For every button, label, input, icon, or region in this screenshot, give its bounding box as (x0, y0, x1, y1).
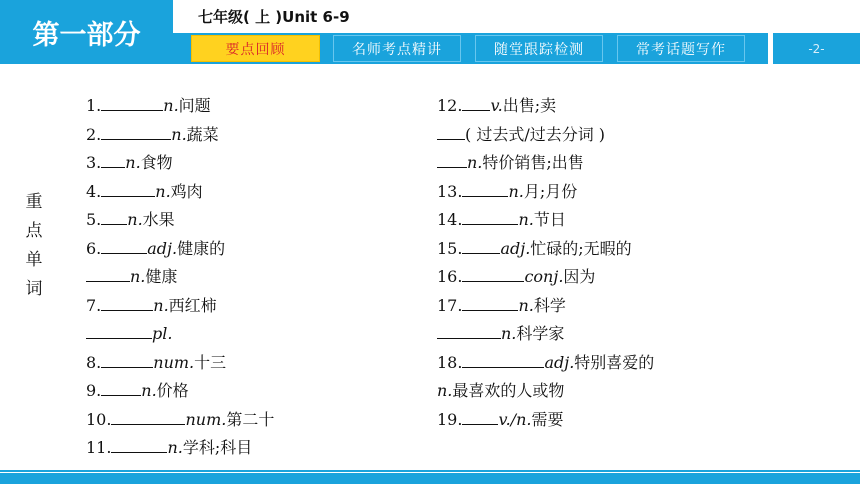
part-of-speech: num. (153, 352, 195, 372)
part-badge (0, 0, 173, 64)
meaning: 十三 (194, 352, 227, 372)
item-number: 12. (437, 96, 463, 115)
vocab-item (437, 349, 654, 378)
item-number: 8. (86, 352, 102, 372)
vocab-item (86, 292, 274, 321)
bottom-stripe (0, 473, 860, 484)
vocab-item (437, 320, 654, 349)
answer-blank[interactable] (101, 123, 171, 140)
vocab-item (86, 377, 274, 406)
answer-blank[interactable] (462, 208, 518, 225)
vocab-item (86, 263, 274, 292)
item-number: 15. (437, 238, 463, 258)
item-number: 11. (86, 438, 112, 457)
tab-label: 随堂跟踪检测 (494, 41, 584, 58)
item-number: 7. (86, 295, 102, 315)
meaning: 学科;科目 (182, 438, 253, 457)
answer-blank[interactable] (101, 180, 155, 197)
meaning: 健康 (145, 267, 178, 286)
side-char: 单 (25, 250, 43, 270)
meaning: 最喜欢的人或物 (452, 381, 565, 400)
answer-blank[interactable] (462, 351, 544, 368)
side-char: 重 (25, 192, 43, 212)
meaning: 鸡肉 (170, 181, 203, 201)
meaning: 食物 (140, 153, 173, 172)
answer-blank[interactable] (437, 123, 465, 140)
meaning: 需要 (531, 409, 564, 429)
item-number: 9. (86, 381, 102, 400)
answer-blank[interactable] (101, 208, 127, 225)
item-number: 4. (86, 181, 102, 201)
vocab-item (437, 121, 654, 150)
tab-topic-writing[interactable] (617, 35, 745, 62)
part-of-speech: num. (185, 409, 227, 429)
answer-blank[interactable] (101, 94, 163, 111)
part-of-speech: v./n. (498, 409, 532, 429)
meaning: 蔬菜 (186, 124, 219, 144)
meaning: 月;月份 (523, 181, 578, 201)
meaning: 因为 (563, 267, 596, 286)
vocab-column-left (86, 92, 274, 463)
vocab-item (86, 149, 274, 178)
meaning: 健康的 (177, 238, 226, 258)
vocab-item (86, 206, 274, 235)
side-char: 点 (25, 221, 43, 241)
vocab-item (437, 406, 654, 435)
part-label: 第一部分 (32, 19, 141, 51)
side-char: 词 (25, 279, 43, 299)
tab-label: 常考话题写作 (636, 41, 726, 58)
part-of-speech: adj. (147, 238, 178, 258)
part-of-speech: pl. (152, 324, 173, 343)
part-of-speech: adj. (500, 238, 531, 258)
meaning: 出售;卖 (502, 96, 557, 115)
vocab-item (437, 92, 654, 121)
meaning: 第二十 (226, 409, 275, 429)
meaning: 节日 (533, 210, 566, 229)
item-number: 19. (437, 409, 463, 429)
meaning: 水果 (142, 210, 175, 229)
meaning: 科学 (533, 295, 566, 315)
page-number-box (773, 33, 860, 64)
tab-classroom-test[interactable] (475, 35, 603, 62)
answer-blank[interactable] (462, 408, 498, 425)
vocab-item (86, 349, 274, 378)
meaning: 问题 (178, 96, 211, 115)
item-number: 6. (86, 238, 102, 258)
tab-label: 名师考点精讲 (352, 41, 442, 58)
unit-title: 七年级( 上 )Unit 6-9 (198, 8, 350, 26)
part-of-speech: n. (437, 381, 453, 400)
meaning: 特别喜爱的 (574, 352, 655, 372)
meaning: 特价销售;出售 (482, 153, 584, 172)
item-number: 5. (86, 210, 102, 229)
answer-blank[interactable] (101, 351, 153, 368)
answer-blank[interactable] (101, 151, 125, 168)
answer-blank[interactable] (437, 322, 501, 339)
answer-blank[interactable] (462, 94, 490, 111)
answer-blank[interactable] (462, 265, 524, 282)
section-side-label (24, 188, 44, 304)
item-number: 2. (86, 124, 102, 144)
tab-key-points-review[interactable] (191, 35, 320, 62)
meaning: 价格 (156, 381, 189, 400)
vocab-column-right (437, 92, 654, 434)
vocab-item (86, 92, 274, 121)
item-number: 10. (86, 409, 112, 429)
part-of-speech: n. (127, 210, 143, 229)
vocab-item (86, 320, 274, 349)
part-of-speech: n. (501, 324, 517, 343)
part-of-speech: n. (518, 210, 534, 229)
meaning: 忙碌的;无暇的 (530, 238, 632, 258)
item-number: 14. (437, 210, 463, 229)
part-of-speech: n. (153, 295, 169, 315)
answer-blank[interactable] (101, 237, 147, 254)
meaning: ( 过去式/过去分词 ) (465, 124, 606, 144)
part-of-speech: n. (155, 181, 171, 201)
vocab-item (86, 434, 274, 463)
answer-blank[interactable] (462, 180, 508, 197)
vocab-item (437, 206, 654, 235)
item-number: 1. (86, 96, 102, 115)
part-of-speech: adj. (544, 352, 575, 372)
item-number: 13. (437, 181, 463, 201)
vocab-item (437, 149, 654, 178)
part-of-speech: conj. (524, 267, 564, 286)
item-number: 17. (437, 295, 463, 315)
part-of-speech: n. (141, 381, 157, 400)
answer-blank[interactable] (86, 265, 130, 282)
part-of-speech: n. (171, 124, 187, 144)
page-number: -2- (808, 41, 825, 56)
answer-blank[interactable] (111, 436, 167, 453)
vocab-item (437, 292, 654, 321)
answer-blank[interactable] (437, 151, 467, 168)
answer-blank[interactable] (111, 408, 185, 425)
part-of-speech: n. (125, 153, 141, 172)
vocab-item (437, 235, 654, 264)
item-number: 16. (437, 267, 463, 286)
part-of-speech: n. (130, 267, 146, 286)
answer-blank[interactable] (462, 237, 500, 254)
answer-blank[interactable] (462, 294, 518, 311)
answer-blank[interactable] (101, 379, 141, 396)
meaning: 科学家 (516, 324, 565, 343)
vocab-item (437, 263, 654, 292)
answer-blank[interactable] (101, 294, 153, 311)
vocab-item (86, 235, 274, 264)
part-of-speech: n. (467, 153, 483, 172)
vocab-item (86, 121, 274, 150)
vocab-item (437, 377, 654, 406)
tab-label: 要点回顾 (225, 41, 286, 58)
tab-teacher-explanation[interactable] (333, 35, 461, 62)
answer-blank[interactable] (86, 322, 152, 339)
vocab-item (437, 178, 654, 207)
vocab-item (86, 178, 274, 207)
vocab-item (86, 406, 274, 435)
part-of-speech: n. (518, 295, 534, 315)
meaning: 西红柿 (168, 295, 217, 315)
part-of-speech: v. (490, 96, 503, 115)
part-of-speech: n. (508, 181, 524, 201)
item-number: 3. (86, 153, 102, 172)
part-of-speech: n. (167, 438, 183, 457)
item-number: 18. (437, 352, 463, 372)
part-of-speech: n. (163, 96, 179, 115)
